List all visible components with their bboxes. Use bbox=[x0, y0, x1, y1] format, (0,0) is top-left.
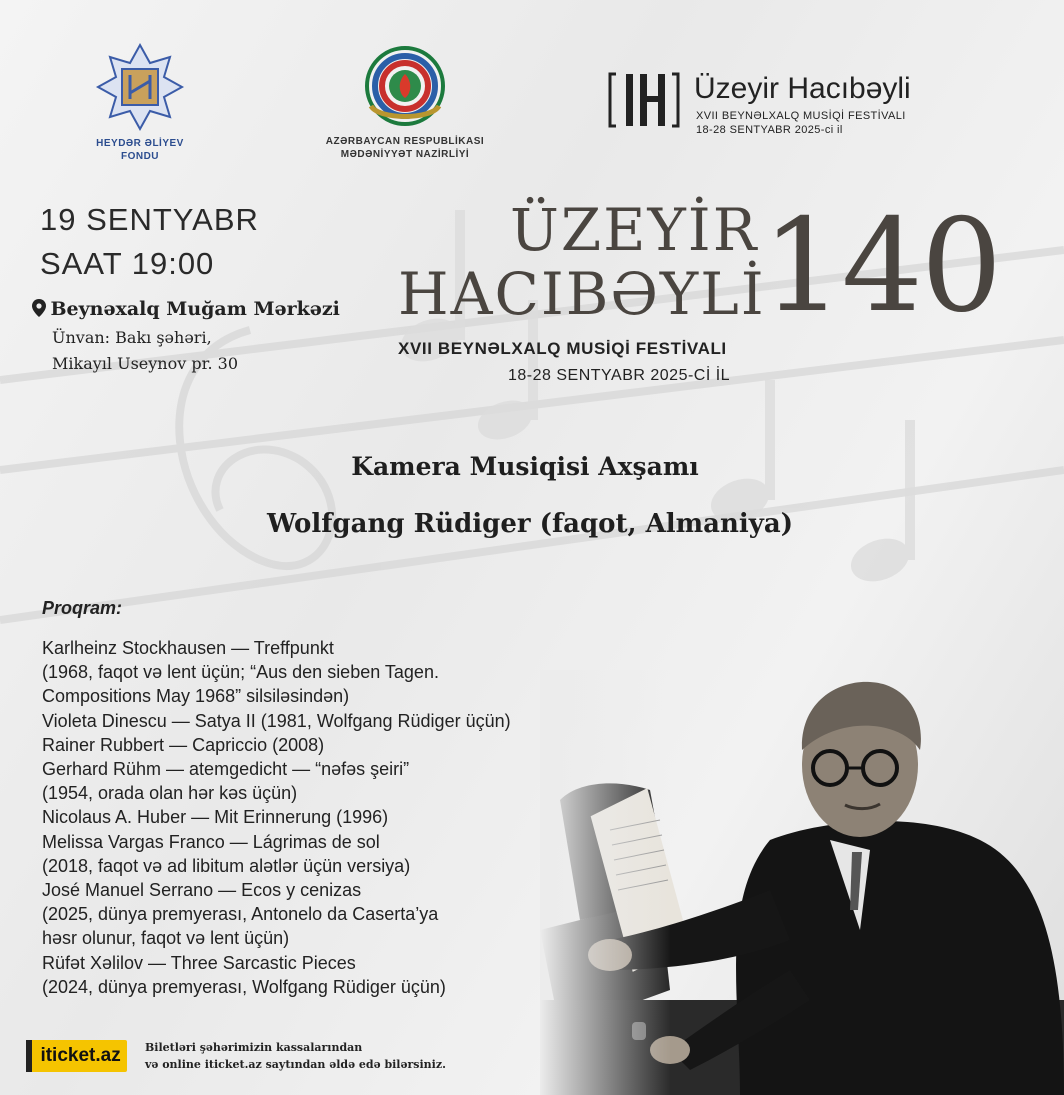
note-head bbox=[473, 394, 538, 447]
festival-subtitle: XVII BEYNƏLXALQ MUSİQİ FESTİVALI bbox=[398, 339, 727, 358]
festival-logo-line2: 18-28 SENTYABR 2025-ci il bbox=[696, 124, 843, 136]
festival-logo-line1: XVII BEYNƏLXALQ MUSİQİ FESTİVALI bbox=[696, 110, 906, 122]
ministry-caption-2: MƏDƏNİYYƏT NAZİRLİYİ bbox=[340, 149, 470, 160]
iticket-logo[interactable] bbox=[26, 1040, 127, 1072]
concert-performer: Wolfgang Rüdiger (faqot, Almaniya) bbox=[266, 509, 794, 539]
heydar-aliyev-caption-1: HEYDƏR ƏLİYEV bbox=[96, 138, 184, 149]
concert-title: Kamera Musiqisi Axşamı bbox=[351, 452, 699, 481]
iticket-mark-icon bbox=[26, 1040, 32, 1072]
note-stem bbox=[905, 420, 915, 560]
festival-title-line2: HACIBƏYLİ bbox=[398, 260, 766, 328]
iticket-logo-text: iticket.az bbox=[40, 1045, 121, 1066]
festival-logo-name: Üzeyir Hacıbəyli bbox=[694, 72, 911, 105]
program-list bbox=[42, 636, 511, 999]
program-line: Gerhard Rühm — atemgedicht — “nəfəs şeiri” bbox=[42, 759, 410, 780]
program-heading: Proqram: bbox=[42, 598, 123, 618]
program-line: Rüfət Xəlilov — Three Sarcastic Pieces bbox=[42, 952, 356, 973]
program-line: (2024, dünya premyerası, Wolfgang Rüdiger üçün) bbox=[42, 976, 446, 997]
ticket-info-2: və online iticket.az saytından əldə edə bilərsiniz. bbox=[145, 1058, 446, 1071]
venue-row bbox=[32, 298, 340, 320]
program-line: (2025, dünya premyerası, Antonelo da Caserta’ya bbox=[42, 904, 439, 925]
heydar-aliyev-fund-logo bbox=[88, 42, 192, 163]
venue-address-2: Mikayıl Useynov pr. 30 bbox=[52, 354, 239, 373]
program-line: Melissa Vargas Franco — Lágrimas de sol bbox=[42, 831, 380, 852]
azerbaijan-coat-of-arms-icon bbox=[310, 42, 500, 130]
program-line: Nicolaus A. Huber — Mit Erinnerung (1996) bbox=[42, 807, 389, 828]
venue-address-1: Ünvan: Bakı şəhəri, bbox=[52, 328, 212, 347]
star-emblem-icon bbox=[88, 42, 192, 132]
heydar-aliyev-caption-2: FONDU bbox=[120, 151, 160, 162]
anniversary-number: 140 bbox=[762, 192, 1001, 341]
festival-dates: 18-28 SENTYABR 2025-Cİ İL bbox=[508, 367, 731, 384]
program-line: (2018, faqot və ad libitum alətlər üçün versiya) bbox=[42, 855, 411, 876]
event-date: 19 SENTYABR bbox=[40, 202, 259, 237]
ministry-of-culture-logo bbox=[310, 42, 500, 161]
ticket-info-1: Biletləri şəhərimizin kassalarından bbox=[145, 1041, 363, 1054]
program-line: José Manuel Serrano — Ecos y cenizas bbox=[42, 880, 362, 901]
ministry-caption-1: AZƏRBAYCAN RESPUBLİKASI bbox=[325, 136, 485, 147]
program-line: (1954, orada olan hər kəs üçün) bbox=[42, 783, 298, 804]
composer-portrait-photo bbox=[540, 670, 1064, 1095]
program-line: (1968, faqot və lent üçün; “Aus den sieben Tagen. bbox=[42, 662, 439, 683]
program-line: Violeta Dinescu — Satya II (1981, Wolfgang Rüdiger üçün) bbox=[42, 710, 511, 731]
uh-monogram-icon bbox=[606, 68, 684, 132]
program-line: həsr olunur, faqot və lent üçün) bbox=[42, 928, 290, 949]
program-line: Karlheinz Stockhausen — Treffpunkt bbox=[42, 638, 334, 658]
program-line: Rainer Rubbert — Capriccio (2008) bbox=[42, 734, 325, 755]
note-head bbox=[845, 531, 915, 589]
festival-logo bbox=[606, 66, 966, 136]
festival-title-line1: ÜZEYİR bbox=[510, 196, 759, 264]
event-time: SAAT 19:00 bbox=[40, 246, 215, 281]
venue-name: Beynəxalq Muğam Mərkəzi bbox=[50, 298, 340, 320]
program-line: Compositions May 1968” silsiləsindən) bbox=[42, 686, 350, 707]
location-pin-icon bbox=[32, 299, 46, 317]
note-stem bbox=[765, 380, 775, 500]
